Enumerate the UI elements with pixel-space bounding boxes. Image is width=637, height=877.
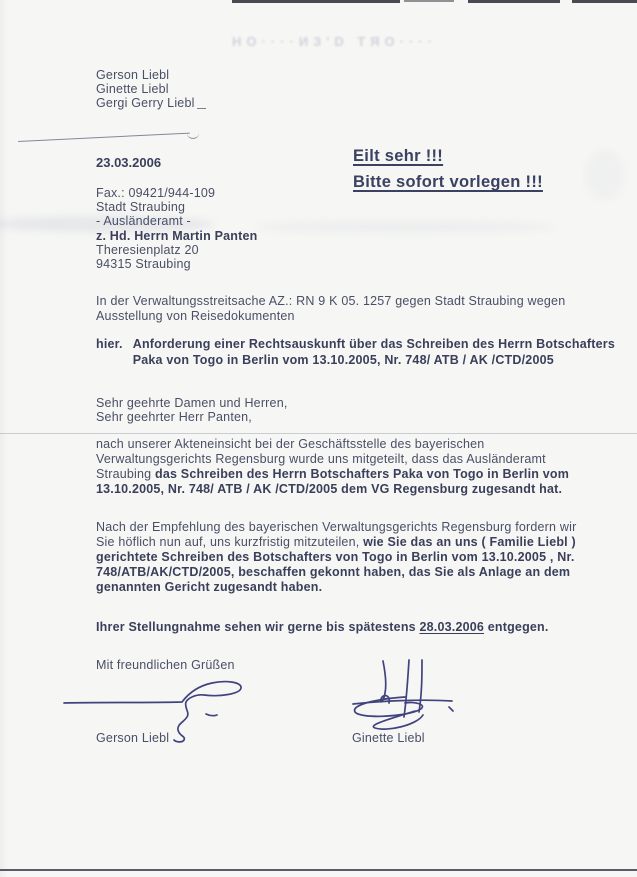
sender-name: Gergi Gerry Liebl — [96, 96, 195, 111]
sender-address-block — [96, 68, 195, 111]
subject-line — [96, 337, 615, 368]
scan-artifact-underscore — [197, 108, 206, 109]
urgency-line-1: Eilt sehr !!! — [353, 147, 444, 165]
body2-line-3: gerichtete Schreiben des Botschafters von Togo in Berlin vom 13.10.2005 , Nr. — [96, 550, 575, 564]
recipient-fax-number: Fax.: 09421/944-109 — [96, 186, 216, 200]
body1-line-2: Verwaltungsgerichts Regensburg wurde uns mitgeteilt, dass das Ausländeramt — [96, 452, 546, 466]
deadline-text-after: entgegen. — [484, 620, 549, 634]
body1-line-3: Straubing das Schreiben des Herrn Botschafters Paka von Togo in Berlin vom — [96, 467, 570, 481]
top-edge-segment — [468, 0, 560, 3]
subject-text-line-2: Paka von Togo in Berlin vom 13.10.2005, Nr. 748/ ATB / AK /CTD/2005 — [132, 352, 554, 367]
body2-line-5: genannten Gericht zugesandt haben. — [96, 580, 323, 594]
case-reference-line-1: In der Verwaltungsstreitsache AZ.: RN 9 K 05. 1257 gegen Stadt Straubing wegen — [96, 294, 566, 308]
body2-line-1: Nach der Empfehlung des bayerischen Verwaltungsgerichts Regensburg fordern wir — [96, 520, 577, 534]
deadline-date: 28.03.2006 — [419, 620, 485, 634]
urgency-note — [353, 143, 543, 195]
top-edge-segment — [232, 0, 400, 3]
recipient-block — [96, 186, 257, 271]
top-edge-segment — [404, 0, 454, 2]
body2-line-2: Sie höflich nun auf, uns kurzfristig mitzuteilen, wie Sie das an uns ( Familie Liebl ) — [96, 535, 576, 549]
deadline-line — [96, 620, 549, 634]
recipient-street: Theresienplatz 20 — [96, 242, 199, 257]
signature-name-ginette: Ginette Liebl — [352, 731, 425, 745]
closing-line: Mit freundlichen Grüßen — [96, 658, 235, 672]
scan-artifact-smudge — [255, 221, 555, 233]
letter-date: 23.03.2006 — [96, 155, 162, 170]
body-paragraph-1 — [96, 437, 569, 497]
body-paragraph-2 — [96, 520, 576, 595]
scan-artifact-horizontal-line — [0, 433, 637, 434]
case-reference-line-2: Ausstellung von Reisedokumenten — [96, 309, 295, 323]
recipient-line: - Ausländeramt - — [96, 214, 191, 229]
scan-artifact-bleedthrough-text: НО····ИЗ'D ТЯО···· — [232, 34, 437, 49]
top-edge-segment — [572, 0, 637, 3]
sender-name: Ginette Liebl — [96, 82, 169, 97]
subject-text-line-1: Anforderung einer Rechtsauskunft über das Schreiben des Herrn Botschafters — [132, 337, 615, 351]
recipient-line: Stadt Straubing — [96, 200, 186, 215]
body1-line-1: nach unserer Akteneinsicht bei der Geschäftsstelle des bayerischen — [96, 437, 485, 451]
salutation-line-2: Sehr geehrter Herr Panten, — [96, 410, 252, 425]
salutation — [96, 396, 288, 424]
subject-label: hier. — [96, 337, 123, 351]
scan-artifact-diagonal-line — [18, 133, 190, 142]
sender-name: Gerson Liebl — [96, 68, 170, 82]
signature-name-gerson: Gerson Liebl — [96, 731, 170, 745]
case-reference — [96, 294, 565, 324]
body2-line-4: 748/ATB/AK/CTD/2005, beschaffen gekonnt haben, das Sie als Anlage an dem — [96, 565, 571, 579]
scan-artifact-bottom-edge — [0, 869, 637, 871]
urgency-line-2: Bitte sofort vorlegen !!! — [353, 173, 543, 191]
body1-line-4: 13.10.2005, Nr. 748/ ATB / AK /CTD/2005 dem VG Regensburg zugesandt hat. — [96, 482, 563, 496]
scan-artifact-diagonal-hook — [187, 133, 199, 139]
recipient-attn: z. Hd. Herrn Martin Panten — [96, 228, 258, 243]
salutation-line-1: Sehr geehrte Damen und Herren, — [96, 396, 288, 410]
recipient-city: 94315 Straubing — [96, 257, 191, 272]
ginette-signature-image — [345, 655, 460, 730]
deadline-text-before: Ihrer Stellungnahme sehen wir gerne bis spätestens — [96, 620, 420, 634]
scan-artifact-smudge — [585, 150, 625, 200]
